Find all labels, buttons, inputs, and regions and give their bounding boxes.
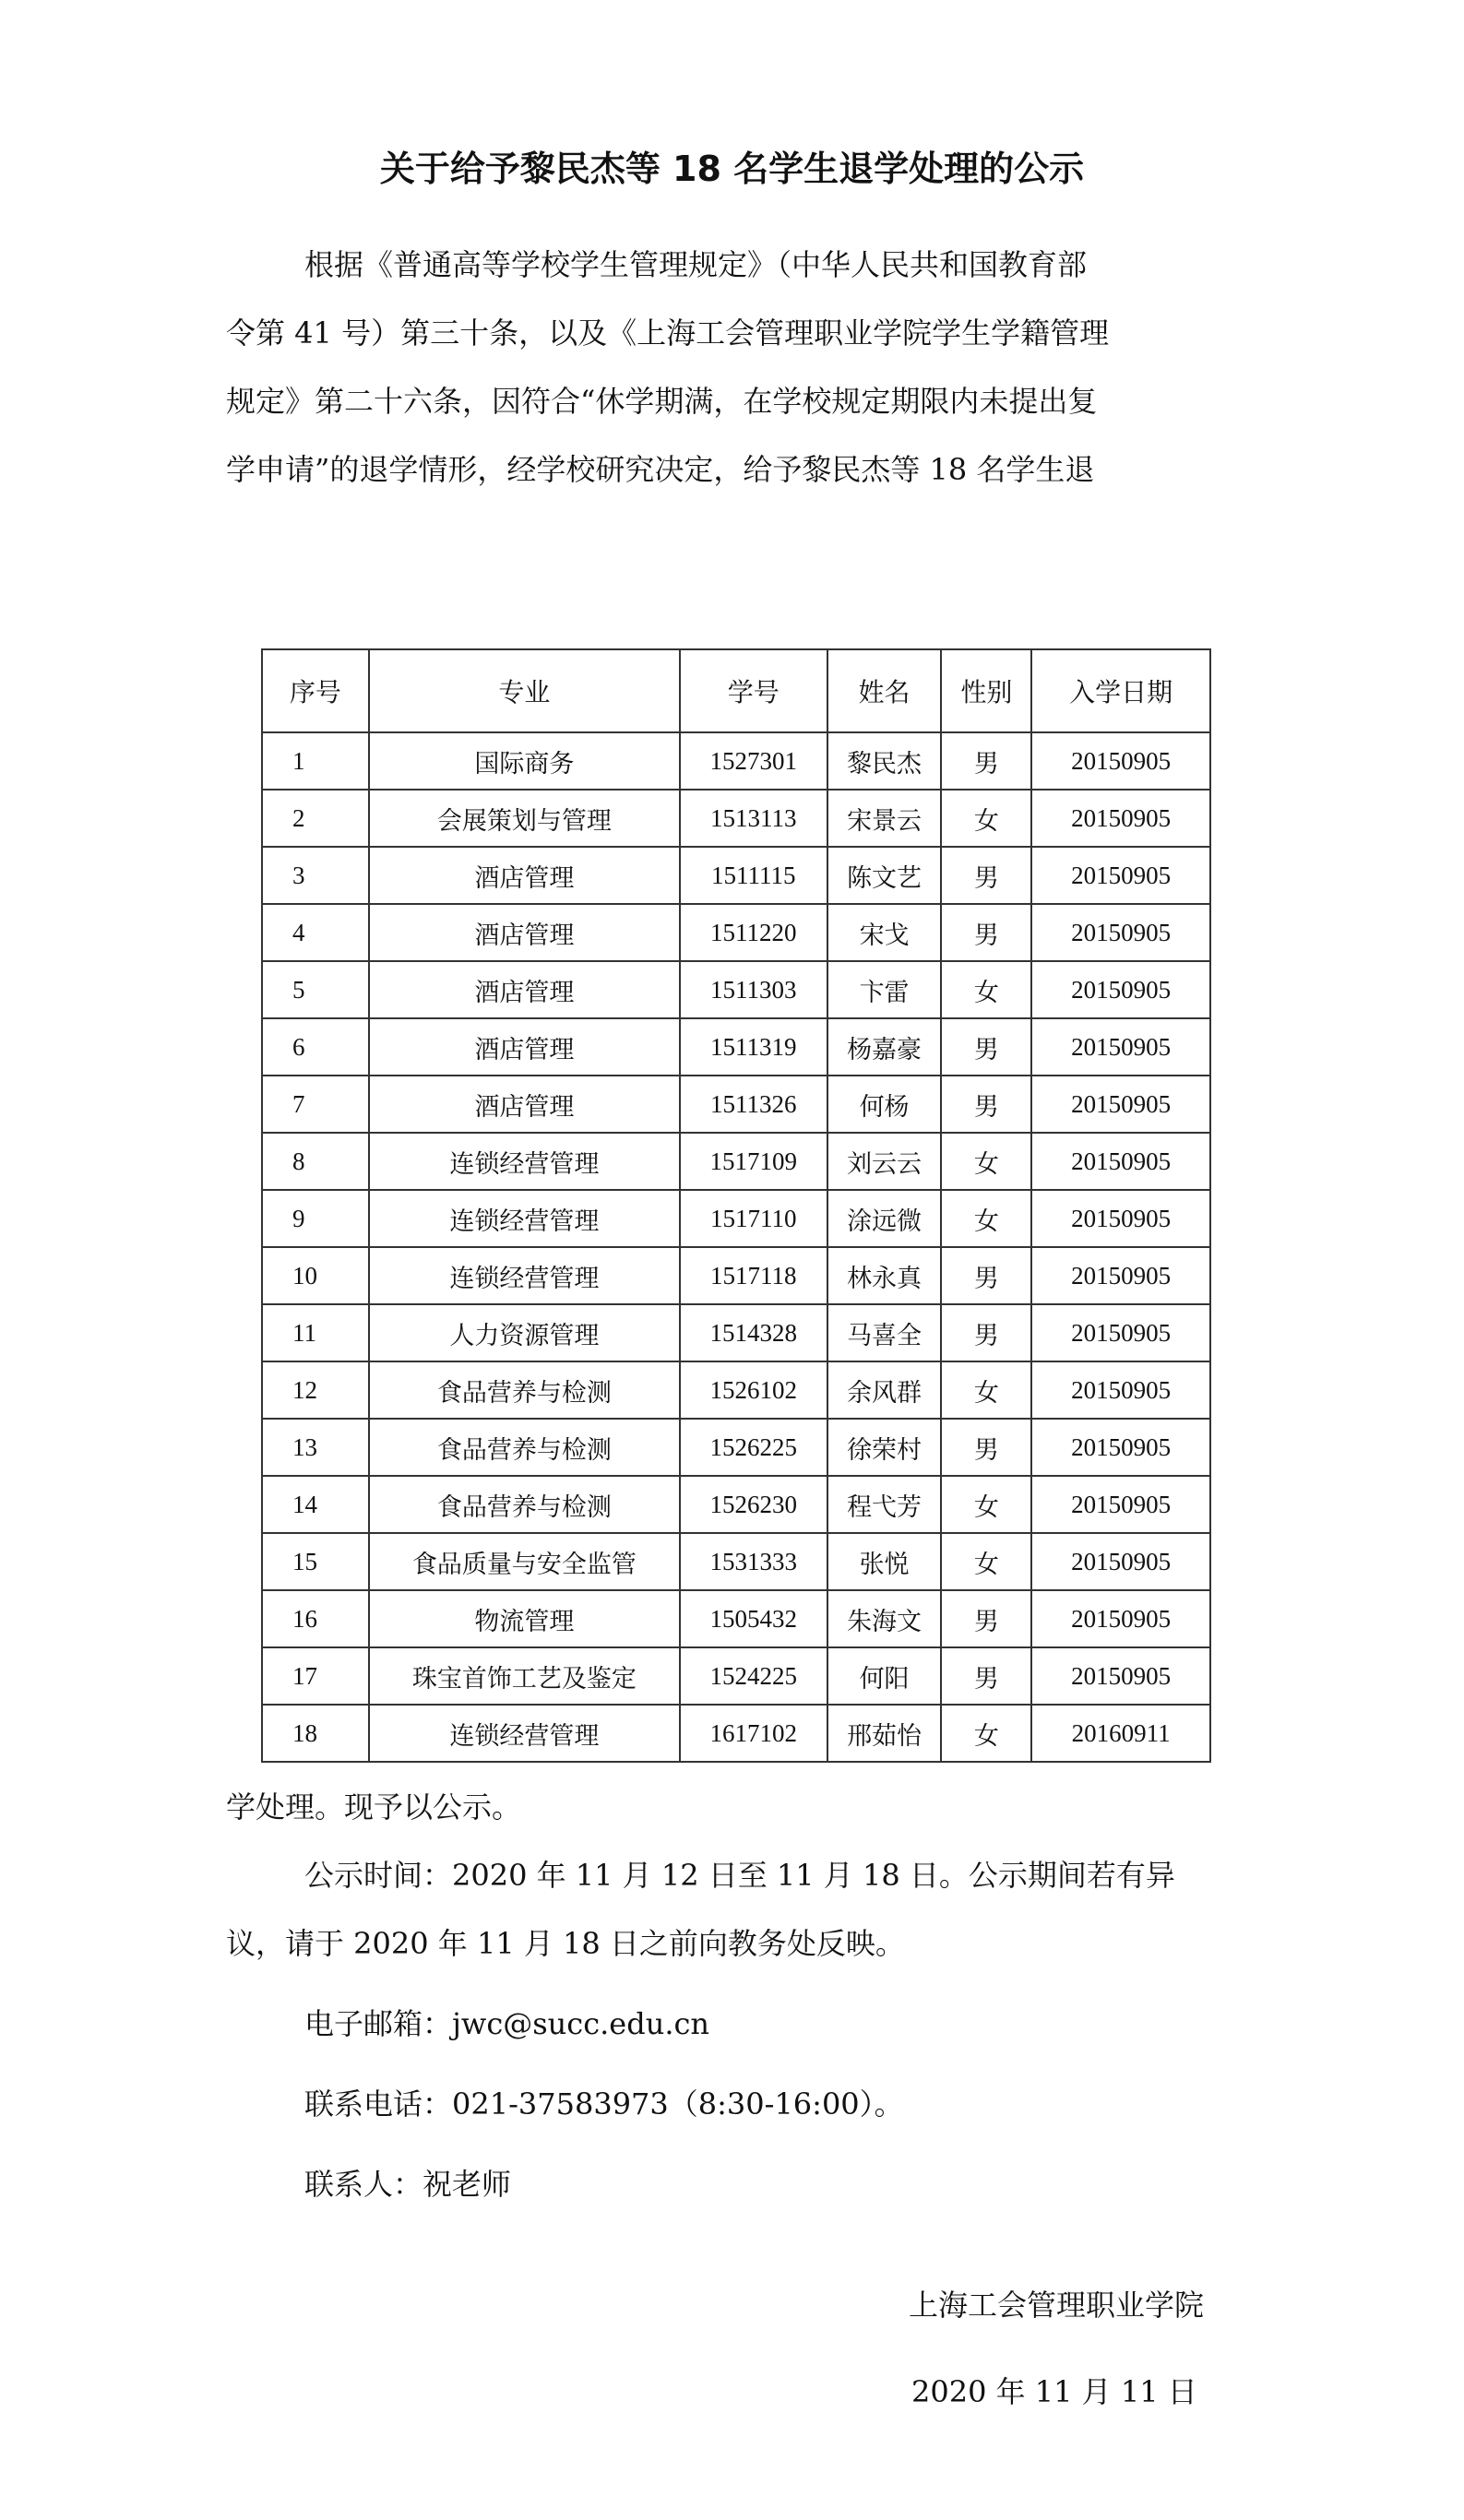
cell-no: 7 <box>262 1076 369 1133</box>
cell-major: 人力资源管理 <box>369 1304 680 1361</box>
cell-enroll-date: 20150905 <box>1031 1533 1210 1590</box>
table-row <box>262 1533 1210 1590</box>
table-row <box>262 1476 1210 1533</box>
cell-gender: 女 <box>941 1361 1031 1419</box>
cell-student-id: 1505432 <box>680 1590 827 1647</box>
cell-name: 马喜全 <box>827 1304 942 1361</box>
table-row <box>262 732 1210 790</box>
page-title: 关于给予黎民杰等 18 名学生退学处理的公示 <box>379 149 1085 189</box>
table-row <box>262 1647 1210 1705</box>
cell-gender: 男 <box>941 904 1031 961</box>
table-row <box>262 1590 1210 1647</box>
cell-major: 连锁经营管理 <box>369 1133 680 1190</box>
table-row <box>262 1190 1210 1247</box>
cell-name: 张悦 <box>827 1533 942 1590</box>
phone-line: 联系电话：021-37583973（8:30-16:00）。 <box>304 2086 904 2122</box>
cell-no: 18 <box>262 1705 369 1762</box>
email-line: 电子邮箱：jwc@succ.edu.cn <box>304 2006 710 2041</box>
cell-major: 物流管理 <box>369 1590 680 1647</box>
cell-name: 程弋芳 <box>827 1476 942 1533</box>
table-row <box>262 1076 1210 1133</box>
table-row <box>262 1247 1210 1304</box>
cell-enroll-date: 20150905 <box>1031 1304 1210 1361</box>
cell-gender: 男 <box>941 1076 1031 1133</box>
cell-major: 连锁经营管理 <box>369 1190 680 1247</box>
cell-no: 14 <box>262 1476 369 1533</box>
cell-no: 11 <box>262 1304 369 1361</box>
cell-no: 6 <box>262 1018 369 1076</box>
table-header-row <box>262 649 1210 732</box>
cell-gender: 女 <box>941 1133 1031 1190</box>
contact-line: 联系人：祝老师 <box>304 2167 512 2202</box>
cell-gender: 男 <box>941 1018 1031 1076</box>
cell-major: 国际商务 <box>369 732 680 790</box>
cell-gender: 男 <box>941 1247 1031 1304</box>
cell-name: 何阳 <box>827 1647 942 1705</box>
cell-major: 会展策划与管理 <box>369 790 680 847</box>
cell-name: 邢茹怡 <box>827 1705 942 1762</box>
cell-no: 10 <box>262 1247 369 1304</box>
cell-name: 刘云云 <box>827 1133 942 1190</box>
header-name: 姓名 <box>827 649 942 732</box>
cell-gender: 男 <box>941 1590 1031 1647</box>
cell-major: 食品营养与检测 <box>369 1476 680 1533</box>
cell-no: 8 <box>262 1133 369 1190</box>
cell-no: 17 <box>262 1647 369 1705</box>
table-row <box>262 790 1210 847</box>
body-line: 根据《普通高等学校学生管理规定》（中华人民共和国教育部 <box>304 247 1088 282</box>
cell-name: 何杨 <box>827 1076 942 1133</box>
period-line: 公示时间：2020 年 11 月 12 日至 11 月 18 日。公示期间若有异 <box>304 1858 1175 1893</box>
body-line: 令第 41 号）第三十条，以及《上海工会管理职业学院学生学籍管理 <box>226 315 1110 351</box>
header-gender: 性别 <box>941 649 1031 732</box>
cell-name: 涂远微 <box>827 1190 942 1247</box>
cell-gender: 女 <box>941 1533 1031 1590</box>
header-no: 序号 <box>262 649 369 732</box>
cell-name: 卞雷 <box>827 961 942 1018</box>
cell-enroll-date: 20150905 <box>1031 732 1210 790</box>
cell-major: 食品质量与安全监管 <box>369 1533 680 1590</box>
cell-name: 林永真 <box>827 1247 942 1304</box>
cell-student-id: 1511220 <box>680 904 827 961</box>
cell-no: 12 <box>262 1361 369 1419</box>
cell-name: 徐荣村 <box>827 1419 942 1476</box>
cell-gender: 男 <box>941 1647 1031 1705</box>
cell-enroll-date: 20150905 <box>1031 847 1210 904</box>
cell-no: 2 <box>262 790 369 847</box>
after-table-line: 学处理。现予以公示。 <box>226 1789 522 1825</box>
cell-enroll-date: 20150905 <box>1031 1647 1210 1705</box>
cell-gender: 男 <box>941 1304 1031 1361</box>
cell-enroll-date: 20150905 <box>1031 1076 1210 1133</box>
header-student-id: 学号 <box>680 649 827 732</box>
signature-date: 2020 年 11 月 11 日 <box>911 2374 1197 2409</box>
cell-major: 酒店管理 <box>369 961 680 1018</box>
cell-major: 酒店管理 <box>369 1076 680 1133</box>
cell-enroll-date: 20150905 <box>1031 1476 1210 1533</box>
cell-student-id: 1531333 <box>680 1533 827 1590</box>
table-row <box>262 1361 1210 1419</box>
header-major: 专业 <box>369 649 680 732</box>
cell-student-id: 1526230 <box>680 1476 827 1533</box>
cell-no: 1 <box>262 732 369 790</box>
cell-enroll-date: 20150905 <box>1031 1419 1210 1476</box>
cell-student-id: 1517109 <box>680 1133 827 1190</box>
cell-enroll-date: 20150905 <box>1031 1361 1210 1419</box>
cell-enroll-date: 20150905 <box>1031 1590 1210 1647</box>
cell-student-id: 1511115 <box>680 847 827 904</box>
cell-student-id: 1527301 <box>680 732 827 790</box>
cell-gender: 女 <box>941 1476 1031 1533</box>
cell-student-id: 1513113 <box>680 790 827 847</box>
cell-name: 陈文艺 <box>827 847 942 904</box>
cell-name: 宋戈 <box>827 904 942 961</box>
cell-no: 13 <box>262 1419 369 1476</box>
cell-enroll-date: 20150905 <box>1031 790 1210 847</box>
cell-gender: 女 <box>941 961 1031 1018</box>
cell-name: 宋景云 <box>827 790 942 847</box>
cell-student-id: 1514328 <box>680 1304 827 1361</box>
cell-enroll-date: 20150905 <box>1031 961 1210 1018</box>
cell-enroll-date: 20150905 <box>1031 904 1210 961</box>
table-row <box>262 1304 1210 1361</box>
cell-gender: 男 <box>941 732 1031 790</box>
cell-gender: 男 <box>941 1419 1031 1476</box>
cell-gender: 男 <box>941 847 1031 904</box>
table-row <box>262 1705 1210 1762</box>
table-row <box>262 1133 1210 1190</box>
table-row <box>262 904 1210 961</box>
cell-major: 酒店管理 <box>369 904 680 961</box>
student-table <box>261 648 1211 1763</box>
cell-student-id: 1511326 <box>680 1076 827 1133</box>
cell-no: 5 <box>262 961 369 1018</box>
body-line: 学申请”的退学情形，经学校研究决定，给予黎民杰等 18 名学生退 <box>226 452 1095 487</box>
cell-no: 3 <box>262 847 369 904</box>
cell-no: 15 <box>262 1533 369 1590</box>
cell-student-id: 1517118 <box>680 1247 827 1304</box>
cell-no: 9 <box>262 1190 369 1247</box>
cell-gender: 女 <box>941 1190 1031 1247</box>
body-line: 规定》第二十六条，因符合“休学期满，在学校规定期限内未提出复 <box>226 384 1098 419</box>
cell-name: 黎民杰 <box>827 732 942 790</box>
cell-name: 朱海文 <box>827 1590 942 1647</box>
cell-enroll-date: 20150905 <box>1031 1018 1210 1076</box>
cell-major: 酒店管理 <box>369 847 680 904</box>
cell-no: 4 <box>262 904 369 961</box>
table-row <box>262 961 1210 1018</box>
cell-major: 酒店管理 <box>369 1018 680 1076</box>
period-line: 议，请于 2020 年 11 月 18 日之前向教务处反映。 <box>226 1926 905 1961</box>
cell-major: 珠宝首饰工艺及鉴定 <box>369 1647 680 1705</box>
header-enroll-date: 入学日期 <box>1031 649 1210 732</box>
table-row <box>262 1419 1210 1476</box>
cell-student-id: 1517110 <box>680 1190 827 1247</box>
cell-gender: 女 <box>941 790 1031 847</box>
table-row <box>262 1018 1210 1076</box>
cell-name: 余风群 <box>827 1361 942 1419</box>
cell-major: 连锁经营管理 <box>369 1705 680 1762</box>
cell-enroll-date: 20160911 <box>1031 1705 1210 1762</box>
cell-enroll-date: 20150905 <box>1031 1247 1210 1304</box>
cell-name: 杨嘉豪 <box>827 1018 942 1076</box>
cell-major: 连锁经营管理 <box>369 1247 680 1304</box>
cell-enroll-date: 20150905 <box>1031 1190 1210 1247</box>
cell-major: 食品营养与检测 <box>369 1361 680 1419</box>
cell-student-id: 1526225 <box>680 1419 827 1476</box>
cell-major: 食品营养与检测 <box>369 1419 680 1476</box>
cell-student-id: 1511319 <box>680 1018 827 1076</box>
cell-gender: 女 <box>941 1705 1031 1762</box>
cell-student-id: 1526102 <box>680 1361 827 1419</box>
cell-student-id: 1617102 <box>680 1705 827 1762</box>
cell-enroll-date: 20150905 <box>1031 1133 1210 1190</box>
institution-signature: 上海工会管理职业学院 <box>909 2288 1205 2323</box>
table-row <box>262 847 1210 904</box>
cell-student-id: 1524225 <box>680 1647 827 1705</box>
cell-student-id: 1511303 <box>680 961 827 1018</box>
cell-no: 16 <box>262 1590 369 1647</box>
